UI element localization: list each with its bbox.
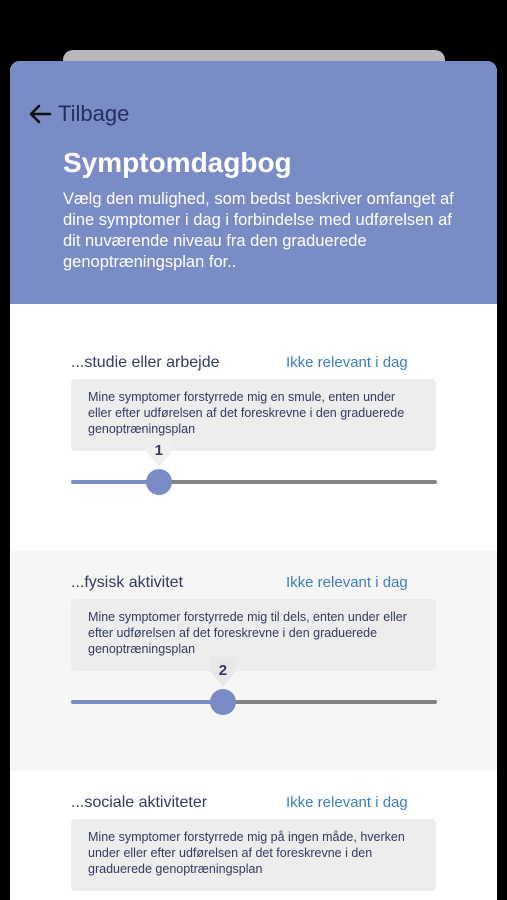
slider-track[interactable] <box>71 700 437 704</box>
slider-track[interactable] <box>71 480 437 484</box>
slider-thumb[interactable] <box>146 469 172 495</box>
symptom-description: Mine symptomer forstyrrede mig til dels, enten under eller efter udførelsen af det foreskrevne i den graduerede genoptræningsplan <box>71 599 436 671</box>
symptom-description: Mine symptomer forstyrrede mig på ingen måde, hverken under eller efter udførelsen af det foreskrevne i den graduerede genoptræningsplan <box>71 819 436 891</box>
section-label: ...sociale aktiviteter <box>71 794 208 811</box>
page-title: Symptomdagbog <box>63 147 292 178</box>
arrow-left-icon <box>28 104 52 124</box>
not-relevant-button[interactable]: Ikke relevant i dag <box>286 354 408 371</box>
section-physical-activity <box>10 551 497 771</box>
slider-value-bubble <box>146 437 172 467</box>
back-button[interactable] <box>28 99 129 129</box>
page-subtitle: Vælg den mulighed, som bedst beskriver omfanget af dine symptomer i dag i forbindelse med udførelsen af dit nuværende niveau fra den graduerede genoptræningsplan for.. <box>63 190 454 271</box>
symptom-description: Mine symptomer forstyrrede mig en smule, enten under eller efter udførelsen af det foreskrevne i den graduerede genoptræningsplan <box>71 379 436 451</box>
not-relevant-button[interactable]: Ikke relevant i dag <box>286 794 408 811</box>
header <box>10 61 497 304</box>
slider-value: 1 <box>154 442 163 459</box>
section-label: ...studie eller arbejde <box>71 354 220 371</box>
symptom-diary-sheet <box>10 61 497 900</box>
section-study-work <box>10 331 497 551</box>
section-label: ...fysisk aktivitet <box>71 574 184 591</box>
slider-value-bubble <box>210 657 236 687</box>
back-label: Tilbage <box>58 101 130 126</box>
slider-thumb[interactable] <box>210 689 236 715</box>
slider-value: 2 <box>218 662 228 679</box>
not-relevant-button[interactable]: Ikke relevant i dag <box>286 574 408 591</box>
section-social-activities <box>10 771 497 900</box>
slider-fill <box>71 700 223 704</box>
